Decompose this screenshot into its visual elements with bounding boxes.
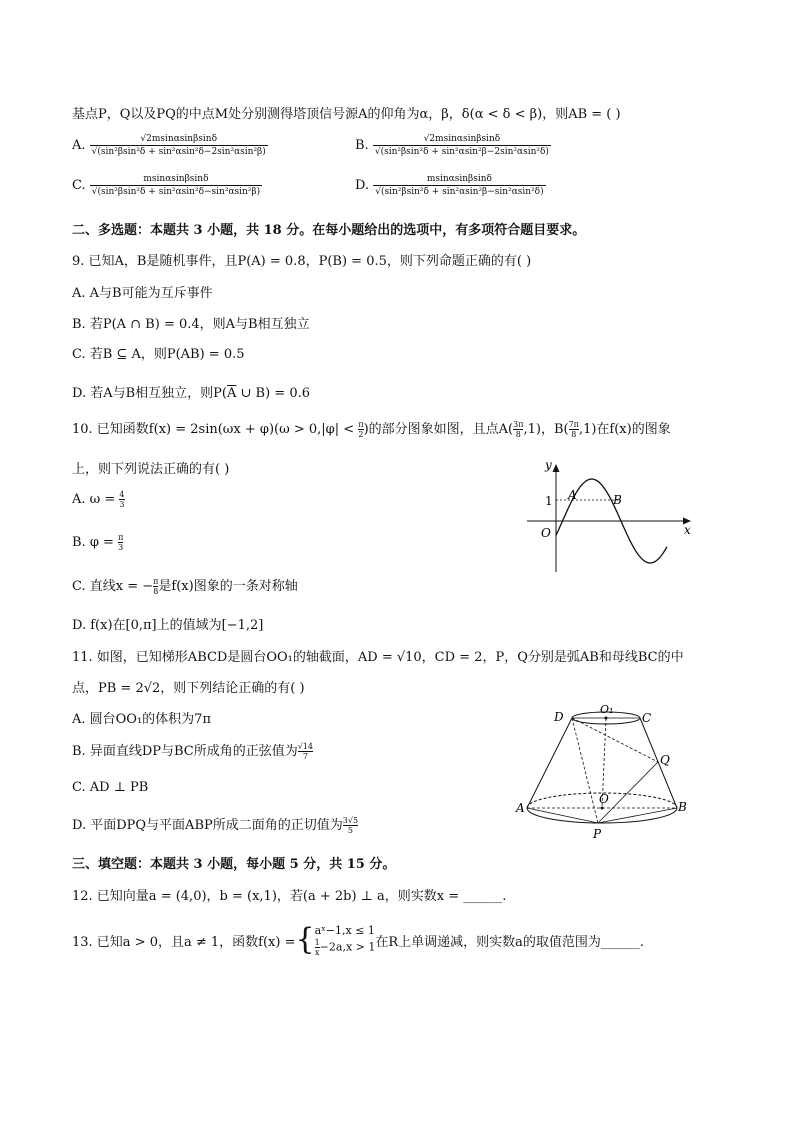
- q11-option-a: A. 圆台OO₁的体积为7π: [72, 712, 211, 727]
- stem-text: 10. 已知函数f(x) = 2sin(ωx + φ)(ω > 0,|φ| <: [72, 422, 359, 437]
- q9-option-d: [72, 382, 310, 401]
- q11-option-b: [72, 740, 313, 761]
- q8-option-a: [72, 133, 268, 158]
- option-text: B. 异面直线DP与BC所成角的正弦值为: [72, 744, 298, 759]
- stem-text: ,1)在f(x)的图象: [578, 422, 671, 437]
- option-denominator: √(sin²βsin²δ + sin²αsin²δ−2sin²αsin²β): [91, 147, 266, 157]
- option-label: C.: [72, 178, 86, 193]
- label-a: A: [516, 801, 525, 815]
- section-heading-multi: 二、多选题：本题共 3 小题，共 18 分。在每小题给出的选项中，有多项符合题目要求。: [72, 223, 586, 238]
- frac-num: 3√5: [342, 816, 359, 825]
- y-label: y: [545, 458, 552, 472]
- q10-option-c: [72, 575, 298, 596]
- frac-num: π: [118, 533, 124, 542]
- frac-num: π: [153, 577, 159, 586]
- frac-den: 8: [571, 430, 577, 439]
- option-label: B.: [355, 138, 369, 153]
- y-axis-arrow: [553, 464, 560, 472]
- q8-option-d: [355, 173, 546, 198]
- label-c: C: [642, 711, 652, 725]
- case-2: [315, 938, 376, 957]
- q11-stem-line2: 点，PB = 2√2，则下列结论正确的有( ): [72, 681, 305, 696]
- label-p: P: [593, 827, 602, 841]
- q9-option-c: C. 若B ⊆ A，则P(AB) = 0.5: [72, 347, 245, 362]
- label-d: D: [554, 710, 564, 724]
- sine-graph-figure: [525, 452, 695, 577]
- origin-label: O: [541, 526, 551, 540]
- label-q: Q: [660, 753, 670, 767]
- stem-text: 在R上单调递减，则实数a的取值范围为______.: [375, 934, 645, 950]
- frac-den: 3: [119, 500, 125, 509]
- q11-option-c: C. AD ⊥ PB: [72, 780, 149, 795]
- q10-option-d: D. f(x)在[0,π]上的值域为[−1,2]: [72, 618, 264, 633]
- point-b-label: B: [613, 493, 622, 507]
- q10-stem-line2: 上，则下列说法正确的有( ): [72, 462, 230, 477]
- option-numerator: √2msinαsinβsinδ: [373, 133, 551, 146]
- frac-num: 3π: [513, 420, 524, 429]
- frac-num: 4: [119, 490, 125, 499]
- option-numerator: msinαsinβsinδ: [373, 173, 545, 186]
- label-o1: O₁: [600, 703, 614, 716]
- q10-stem: [72, 418, 671, 439]
- option-text: C. 直线x = −: [72, 579, 154, 594]
- frac-den: x: [314, 947, 320, 957]
- q13-stem: [72, 918, 644, 962]
- frac-den: 7: [302, 752, 308, 761]
- tick-label-1: 1: [545, 494, 553, 508]
- point-a-label: A: [568, 488, 577, 502]
- label-o: O: [599, 792, 609, 806]
- option-text: D. 若A与B相互独立，则P(: [72, 386, 227, 401]
- label-b: B: [678, 800, 687, 814]
- option-text: A. ω =: [72, 492, 120, 507]
- q10-option-a: [72, 490, 125, 509]
- bottom-ellipse-front: [527, 808, 677, 823]
- option-numerator: msinαsinβsinδ: [90, 173, 262, 186]
- option-label: A.: [72, 138, 86, 153]
- option-text: 是f(x)图象的一条对称轴: [158, 579, 298, 594]
- piecewise-brace: {: [295, 922, 315, 957]
- segment-dp: [572, 718, 598, 823]
- option-denominator: √(sin²βsin²δ + sin²αsin²β−2sin²αsin²δ): [374, 147, 549, 157]
- option-text: B. φ =: [72, 535, 119, 550]
- option-text: ∪ B) = 0.6: [236, 386, 311, 401]
- frac-num: π: [358, 420, 364, 429]
- frac-den: 8: [153, 587, 159, 596]
- complement-a: $\overline{A}$: [227, 386, 237, 401]
- piecewise-cases: [315, 924, 376, 957]
- frac-num: 1: [314, 937, 320, 947]
- q9-option-a: A. A与B可能为互斥事件: [72, 286, 213, 301]
- q10-option-b: [72, 533, 123, 552]
- option-denominator: √(sin²βsin²δ + sin²αsin²δ−sin²αsin²β): [91, 187, 261, 197]
- q9-option-b: B. 若P(A ∩ B) = 0.4，则A与B相互独立: [72, 317, 310, 332]
- generatrix-bc: [640, 718, 677, 808]
- stem-text: ,1)，B(: [523, 422, 569, 437]
- option-numerator: √2msinαsinβsinδ: [90, 133, 268, 146]
- q9-stem: 9. 已知A，B是随机事件，且P(A) = 0.8，P(B) = 0.5，则下列命题正确的有( ): [72, 254, 532, 269]
- stem-text: )的部分图象如图，且点A(: [363, 422, 514, 437]
- q11-stem: 11. 如图，已知梯形ABCD是圆台OO₁的轴截面，AD = √10，CD = 2，P，Q分别是弧AB和母线BC的中: [72, 650, 684, 665]
- q11-option-d: [72, 814, 358, 835]
- q8-option-c: [72, 173, 262, 198]
- option-label: D.: [355, 178, 370, 193]
- q12-stem: 12. 已知向量a = (4,0)，b = (x,1)，若(a + 2b) ⊥ a，则实数x = ______.: [72, 889, 507, 904]
- frac-num: 7π: [568, 420, 579, 429]
- case-2-rest: −2a,x > 1: [319, 940, 376, 953]
- option-text: D. 平面DPQ与平面ABP所成二面角的正切值为: [72, 818, 343, 833]
- q8-stem: 基点P，Q以及PQ的中点M处分别测得塔顶信号源A的仰角为α，β，δ(α < δ < β)，则AB = ( ): [72, 107, 621, 122]
- frac-den: 3: [118, 543, 124, 552]
- option-denominator: √(sin²βsin²δ + sin²αsin²β−sin²αsin²δ): [375, 187, 544, 197]
- frac-den: 5: [347, 826, 353, 835]
- center-o: [601, 807, 604, 810]
- case-1: aˣ−1,x ≤ 1: [314, 923, 375, 937]
- q8-option-b: [355, 133, 551, 158]
- frac-den: 2: [358, 430, 364, 439]
- frac-num: √14: [297, 742, 314, 751]
- frustum-figure: [510, 698, 695, 844]
- frac-den: 8: [515, 430, 521, 439]
- x-label: x: [684, 523, 691, 537]
- center-o1: [605, 717, 608, 720]
- section-heading-fill: 三、填空题：本题共 3 小题，每小题 5 分，共 15 分。: [72, 857, 396, 872]
- segment-pb: [598, 808, 677, 823]
- stem-text: 13. 已知a > 0，且a ≠ 1，函数f(x) =: [72, 934, 296, 950]
